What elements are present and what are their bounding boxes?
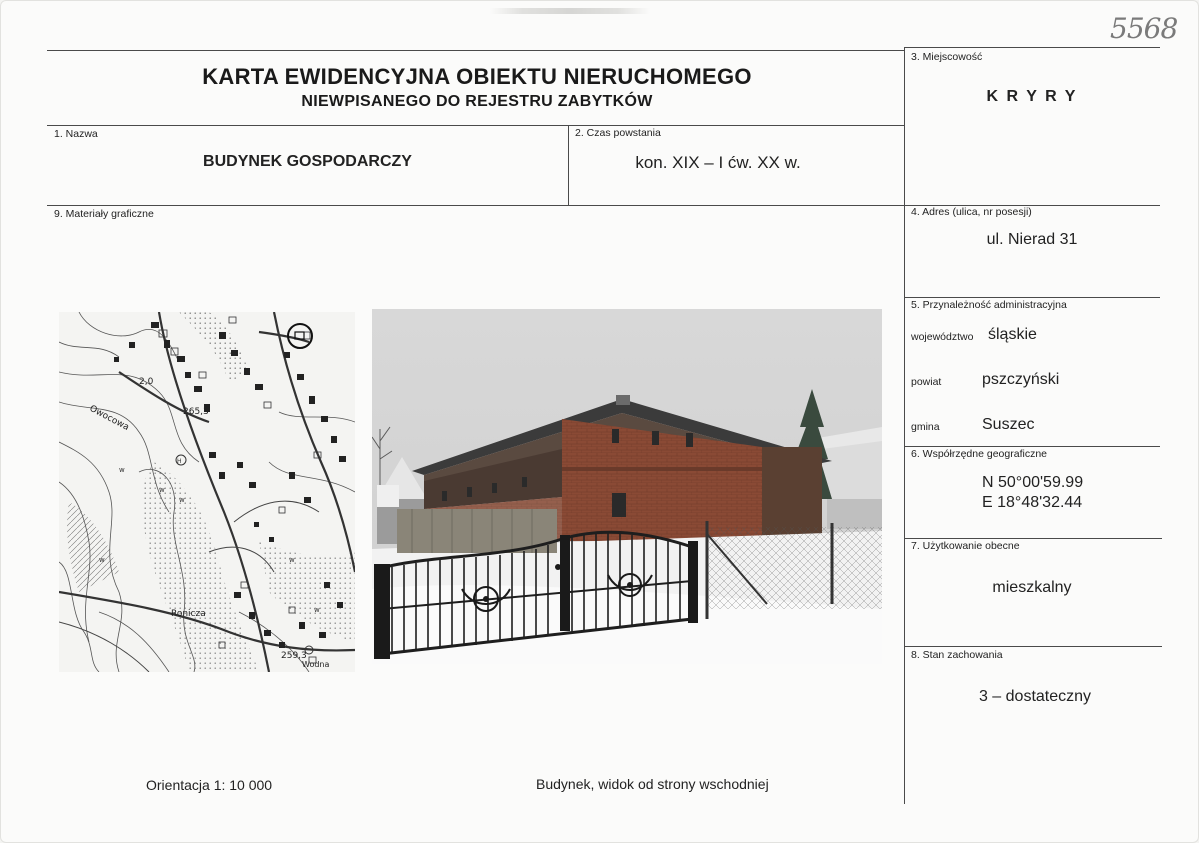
- commune-value: Suszec: [982, 416, 1035, 433]
- field-locality-label: 3. Miejscowość: [911, 51, 983, 63]
- field-address-value: ul. Nierad 31: [986, 231, 1078, 248]
- field-usage-label: 7. Użytkowanie obecne: [911, 540, 1020, 552]
- scan-artifact: [490, 8, 650, 14]
- svg-text:H: H: [177, 458, 182, 465]
- building-photo: [372, 309, 882, 664]
- map-label-elevation-1: 265,3: [183, 407, 209, 417]
- field-graphics-label: 9. Materiały graficzne: [54, 208, 154, 220]
- field-date-label: 2. Czas powstania: [575, 127, 661, 139]
- map-label-elevation-3: 2,0: [139, 377, 154, 387]
- rule-admin-bottom: [904, 446, 1160, 447]
- rule-top-right: [904, 47, 1160, 48]
- document-title: KARTA EWIDENCYJNA OBIEKTU NIERUCHOMEGO: [202, 64, 752, 89]
- rule-title-bottom: [47, 125, 904, 126]
- voivodeship-label: województwo: [911, 331, 974, 343]
- svg-text:w: w: [159, 486, 165, 494]
- document-number: 5568: [1110, 12, 1178, 45]
- coord-longitude: E 18°48'32.44: [982, 494, 1083, 511]
- photo-caption: Budynek, widok od strony wschodniej: [536, 776, 769, 792]
- svg-text:w: w: [179, 496, 185, 504]
- rule-usage-bottom: [904, 646, 1162, 647]
- commune-label: gmina: [911, 421, 940, 433]
- field-admin-label: 5. Przynależność administracyjna: [911, 299, 1067, 311]
- svg-text:w: w: [314, 606, 320, 614]
- field-address-label: 4. Adres (ulica, nr posesji): [911, 206, 1032, 218]
- map-label-street-wodna: Wodna: [302, 660, 330, 669]
- field-condition-value: 3 – dostateczny: [978, 688, 1092, 705]
- rule-top-left: [47, 50, 904, 51]
- county-label: powiat: [911, 376, 942, 388]
- map-label-street-owocowa: Owocowa: [87, 403, 131, 433]
- rule-coords-bottom: [904, 538, 1162, 539]
- field-usage-value: mieszkalny: [992, 579, 1072, 596]
- rule-address-bottom: [904, 297, 1160, 298]
- voivodeship-value: śląskie: [988, 326, 1037, 343]
- county-value: pszczyński: [982, 371, 1060, 388]
- document-subtitle: NIEWPISANEGO DO REJESTRU ZABYTKÓW: [301, 93, 653, 110]
- field-name-label: 1. Nazwa: [54, 128, 98, 140]
- field-coords-label: 6. Współrzędne geograficzne: [911, 448, 1047, 460]
- map-label-elevation-2: 259,3: [281, 651, 307, 661]
- coord-latitude: N 50°00'59.99: [982, 474, 1084, 491]
- field-name-value: BUDYNEK GOSPODARCZY: [203, 153, 412, 170]
- svg-text:w: w: [289, 556, 295, 564]
- field-locality-value: K R Y R Y: [986, 88, 1078, 105]
- map-label-street-ronicza: Ronicza: [171, 609, 206, 619]
- map-caption: Orientacja 1: 10 000: [146, 777, 273, 793]
- map-drawing: [59, 312, 355, 672]
- orientation-map: [59, 312, 355, 672]
- field-condition-label: 8. Stan zachowania: [911, 649, 1003, 661]
- svg-text:w: w: [119, 466, 125, 474]
- svg-text:w: w: [99, 556, 105, 564]
- field-date-value: kon. XIX – I ćw. XX w.: [635, 153, 801, 172]
- photo-drawing: [372, 309, 882, 664]
